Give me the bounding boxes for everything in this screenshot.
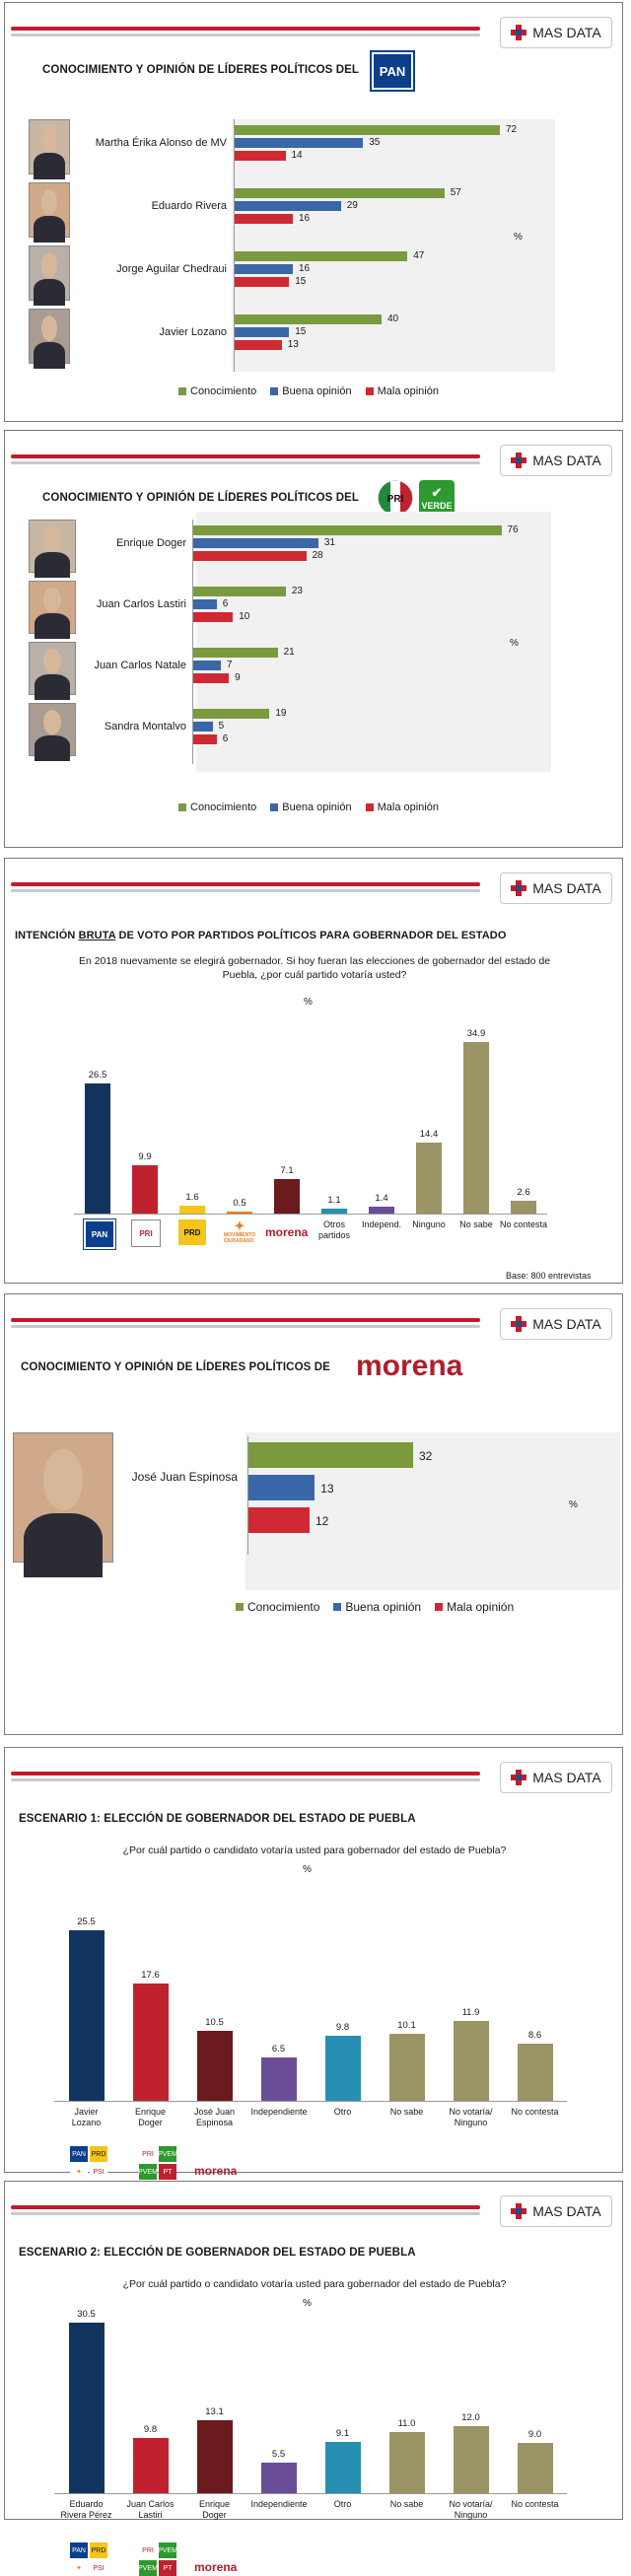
bar-value-label: 28 — [312, 550, 323, 561]
legend-mala-opinion-label: Mala opinión — [377, 385, 439, 397]
bar — [511, 1201, 536, 1214]
bar-mala — [192, 612, 233, 622]
legend-mala-opinion-label: Mala opinión — [377, 801, 439, 813]
bar — [261, 2463, 297, 2493]
accent-red-bar — [11, 1318, 480, 1322]
category-label: Javier Lozano — [159, 326, 227, 338]
verde-logo-text: VERDE — [421, 501, 453, 511]
bar-value-label: 14.4 — [419, 1129, 439, 1140]
bar-value-label: 10.5 — [205, 2016, 224, 2028]
mas-data-logo-text: MAS DATA — [532, 880, 601, 896]
verde-logo: PVEM — [159, 2146, 176, 2162]
bar-buena — [192, 538, 318, 548]
bar-value-label: 7 — [226, 660, 233, 670]
category-label: No sabe — [389, 2499, 424, 2509]
percent-sign: % — [569, 1499, 578, 1510]
bar-value-label: 0.5 — [233, 1197, 246, 1209]
legend-conocimiento — [178, 801, 256, 813]
percent-sign: % — [303, 1864, 312, 1875]
legend-buena-opinion-swatch — [270, 387, 278, 395]
accent-red-bar — [11, 27, 480, 31]
bar-value-label: 19 — [275, 708, 287, 719]
bar-conocimiento — [234, 314, 382, 324]
photo-body — [35, 735, 71, 761]
pan-logo: PAN — [372, 52, 413, 90]
photo-head — [41, 252, 57, 278]
legend-buena-opinion-swatch — [270, 803, 278, 811]
pan-logo: PAN — [84, 1219, 115, 1249]
photo-head — [43, 526, 61, 551]
legend-mala-opinion-swatch — [366, 803, 374, 811]
legend-conocimiento-swatch — [178, 803, 186, 811]
bar-value-label: 12 — [316, 1514, 329, 1528]
accent-grey-bar — [11, 889, 480, 892]
morena-logo: morena — [194, 2560, 238, 2574]
bar-value-label: 17.6 — [141, 1969, 160, 1981]
bar-value-label: 6.5 — [271, 2044, 286, 2054]
pri-logo — [378, 480, 413, 516]
morena-logo: morena — [356, 1350, 463, 1382]
panel-pan-leaders — [4, 2, 623, 422]
bar-value-label: 34.9 — [466, 1027, 486, 1039]
bar — [69, 1930, 105, 2101]
bar-value-label: 10 — [239, 611, 250, 622]
bar-value-label: 30.5 — [77, 2308, 96, 2320]
photo-head — [41, 126, 57, 152]
legend-buena-opinion — [333, 1600, 421, 1614]
bar — [274, 1179, 300, 1215]
bar — [325, 2442, 361, 2493]
mc-logo: ✦ — [70, 2560, 88, 2576]
mas-data-cross-icon — [511, 1316, 526, 1332]
bar-value-label: 16 — [299, 213, 311, 224]
panel-morena-leaders — [4, 1293, 623, 1735]
bar-value-label: 21 — [283, 647, 295, 658]
category-label: Independiente — [250, 2499, 308, 2509]
legend-buena-opinion — [270, 801, 351, 813]
bar-value-label: 11.0 — [397, 2417, 416, 2429]
bar — [261, 2057, 297, 2101]
bar — [197, 2420, 233, 2493]
bar-conocimiento — [192, 587, 286, 596]
category-label: Ninguno — [412, 1219, 446, 1229]
bar-value-label: 9 — [235, 672, 241, 683]
accent-grey-bar — [11, 34, 480, 36]
bar-value-label: 29 — [346, 200, 358, 211]
bar-value-label: 72 — [506, 124, 518, 135]
legend-mala-opinion — [366, 801, 439, 813]
bar — [389, 2034, 425, 2101]
verde-logo: PVEM — [159, 2542, 176, 2558]
accent-red-bar — [11, 2205, 480, 2209]
x-axis-line — [54, 2101, 567, 2102]
pri-logo: PRI — [131, 1219, 161, 1247]
category-label: No votaría/ Ninguno — [449, 2107, 493, 2127]
verde-toucan-icon: ✔ — [431, 485, 443, 500]
x-axis-line — [54, 2493, 567, 2494]
photo-head — [41, 189, 57, 215]
mas-data-logo-text: MAS DATA — [532, 1770, 601, 1785]
panel-title: ESCENARIO 1: ELECCIÓN DE GOBERNADOR DEL ESTADO DE PUEBLA — [19, 1813, 416, 1825]
mas-data-logo — [500, 1762, 612, 1793]
bar-buena — [192, 661, 221, 670]
category-label: No votaría/ Ninguno — [449, 2499, 493, 2520]
bar — [69, 2323, 105, 2493]
panel-title — [15, 930, 506, 941]
photo-body — [24, 1513, 103, 1577]
x-axis-line — [74, 1214, 547, 1215]
category-label: Javier Lozano — [71, 2107, 102, 2127]
percent-sign: % — [304, 997, 313, 1008]
bar-value-label: 14 — [291, 150, 303, 161]
y-axis-line — [192, 520, 193, 764]
legend-conocimiento-label: Conocimiento — [190, 801, 257, 813]
bar-value-label: 9.9 — [138, 1150, 152, 1162]
bar-buena — [192, 722, 213, 731]
y-axis-line — [234, 119, 235, 372]
legend-mala-opinion — [435, 1600, 514, 1614]
photo-head — [43, 588, 61, 612]
bar — [518, 2443, 553, 2493]
category-label: Enrique Doger — [116, 537, 186, 549]
question-line-1: En 2018 nuevamente se elegirá gobernador. Si hoy fueran las elecciones de gobernador del estado de — [78, 955, 551, 967]
legend-buena-opinion-label: Buena opinión — [282, 801, 352, 813]
bar-conocimiento — [192, 525, 502, 535]
accent-red-bar — [11, 882, 480, 886]
candidate-photo — [13, 1432, 113, 1563]
verde-logo-2: PVEM — [139, 2164, 157, 2180]
category-label: No contesta — [499, 1219, 548, 1229]
title-pre: INTENCIÓN — [15, 930, 79, 941]
legend-mala-opinion-swatch — [435, 1603, 443, 1611]
bar-value-label: 6 — [222, 733, 229, 744]
bar-value-label: 5.5 — [271, 2448, 286, 2460]
bar-value-label: 13 — [287, 339, 299, 350]
photo-head — [43, 1449, 83, 1510]
chart-legend — [178, 801, 439, 813]
panel-title: CONOCIMIENTO Y OPINIÓN DE LÍDERES POLÍTICOS DEL — [42, 492, 359, 504]
legend-mala-opinion-swatch — [366, 387, 374, 395]
bar-value-label: 26.5 — [88, 1069, 107, 1080]
mas-data-logo-text: MAS DATA — [532, 453, 601, 468]
mas-data-logo-text: MAS DATA — [532, 1316, 601, 1332]
bar-value-label: 15 — [295, 276, 307, 287]
morena-logo: morena — [265, 1225, 309, 1239]
photo-head — [41, 315, 57, 341]
mas-data-cross-icon — [511, 1770, 526, 1785]
category-label: Independiente — [250, 2107, 308, 2117]
bar — [179, 1206, 205, 1214]
mas-data-cross-icon — [511, 25, 526, 40]
bar-value-label: 1.6 — [185, 1192, 199, 1203]
bar — [463, 1042, 489, 1215]
accent-grey-bar — [11, 2212, 480, 2215]
bar-value-label: 2.6 — [517, 1187, 530, 1198]
bar-value-label: 11.9 — [461, 2007, 480, 2019]
bar-buena — [247, 1475, 315, 1500]
bar-value-label: 23 — [291, 586, 303, 596]
mc-logo — [223, 1218, 256, 1245]
pt-logo: PT — [159, 2560, 176, 2576]
accent-red-bar — [11, 454, 480, 458]
bar — [389, 2432, 425, 2493]
chart-legend — [236, 1600, 514, 1614]
panel-scenario-1 — [4, 1747, 623, 2178]
bar-buena — [234, 264, 293, 274]
mas-data-logo — [500, 17, 612, 48]
bar-buena — [234, 327, 289, 337]
category-label: No contesta — [511, 2107, 559, 2117]
bar-value-label: 40 — [387, 313, 399, 324]
panel-pri-leaders — [4, 430, 623, 848]
pri-logo: PRI — [139, 2542, 157, 2558]
svg-text:PRI: PRI — [386, 494, 404, 505]
y-axis-line — [247, 1436, 248, 1555]
bar — [454, 2021, 489, 2101]
mc-logo: ✦ — [70, 2164, 88, 2180]
photo-body — [34, 342, 65, 369]
legend-buena-opinion-label: Buena opinión — [345, 1600, 422, 1614]
bar-value-label: 13.1 — [205, 2405, 224, 2417]
pri-emblem-icon — [378, 480, 413, 516]
category-label: Otros partidos — [317, 1219, 351, 1240]
bar-value-label: 1.1 — [327, 1194, 341, 1206]
bar-conocimiento — [234, 188, 445, 198]
panel-title: CONOCIMIENTO Y OPINIÓN DE LÍDERES POLÍTICOS DE — [21, 1361, 330, 1373]
category-label: Juan Carlos Natale — [94, 660, 186, 671]
panel-title: CONOCIMIENTO Y OPINIÓN DE LÍDERES POLÍTICOS DEL — [42, 64, 359, 76]
mc-logo-text: MOVIMIENTO CIUDADANO — [223, 1232, 256, 1244]
bar-buena — [234, 201, 341, 211]
question: ¿Por cuál partido o candidato votaría usted para gobernador del estado de Puebla? — [122, 1845, 507, 1856]
category-label: Independ. — [361, 1219, 402, 1229]
category-label: Eduardo Rivera — [151, 200, 227, 212]
prd-logo: PRD — [178, 1219, 206, 1245]
bar-value-label: 35 — [369, 137, 381, 148]
panel-title: ESCENARIO 2: ELECCIÓN DE GOBERNADOR DEL ESTADO DE PUEBLA — [19, 2247, 416, 2259]
bar-value-label: 6 — [222, 598, 229, 609]
legend-conocimiento-swatch — [178, 387, 186, 395]
title-underlined: BRUTA — [78, 930, 116, 941]
accent-grey-bar — [11, 461, 480, 464]
bar-mala — [192, 673, 229, 683]
bar — [454, 2426, 489, 2493]
mas-data-logo — [500, 445, 612, 476]
legend-buena-opinion-label: Buena opinión — [282, 385, 352, 397]
bar-value-label: 9.1 — [335, 2428, 350, 2440]
pan-logo: PAN — [70, 2146, 88, 2162]
percent-sign: % — [303, 2298, 312, 2309]
morena-logo: morena — [194, 2164, 238, 2178]
bar-value-label: 1.4 — [375, 1193, 388, 1204]
bar-value-label: 7.1 — [280, 1164, 294, 1176]
bar-value-label: 9.0 — [527, 2428, 542, 2440]
bar — [518, 2044, 553, 2101]
photo-head — [43, 710, 61, 734]
bar-mala — [192, 551, 307, 561]
bar — [85, 1083, 110, 1215]
bar-value-label: 31 — [323, 537, 335, 548]
bar-value-label: 9.8 — [335, 2021, 350, 2033]
mas-data-logo — [500, 2195, 612, 2227]
pri-logo: PRI — [139, 2146, 157, 2162]
bar-mala — [192, 734, 217, 744]
bar-value-label: 57 — [450, 187, 461, 198]
percent-sign: % — [514, 232, 523, 243]
pt-logo: PT — [159, 2164, 176, 2180]
bar-mala — [234, 277, 289, 287]
legend-conocimiento-label: Conocimiento — [247, 1600, 320, 1614]
legend-conocimiento-label: Conocimiento — [190, 385, 257, 397]
bar-buena — [192, 599, 217, 609]
bar-mala — [234, 151, 286, 161]
verde-logo — [419, 480, 455, 516]
bar-value-label: 76 — [507, 524, 519, 535]
bar-value-label: 10.1 — [397, 2019, 416, 2031]
psi-logo: PSI — [90, 2560, 107, 2576]
percent-sign: % — [510, 638, 519, 649]
legend-mala-opinion — [366, 385, 439, 397]
category-label: Otro — [333, 2107, 352, 2117]
bar-conocimiento — [192, 648, 278, 658]
legend-buena-opinion-swatch — [333, 1603, 341, 1611]
category-label: No sabe — [459, 1219, 493, 1229]
bar-value-label: 16 — [299, 263, 311, 274]
legend-buena-opinion — [270, 385, 351, 397]
category-label: Juan Carlos Lastiri — [126, 2499, 175, 2520]
prd-logo: PRD — [90, 2542, 107, 2558]
category-label: No contesta — [511, 2499, 559, 2509]
category-label: Eduardo Rivera Pérez — [60, 2499, 112, 2520]
panel-scenario-2 — [4, 2181, 623, 2574]
bar-mala — [247, 1507, 310, 1533]
category-label: Enrique Doger — [198, 2499, 231, 2520]
mas-data-cross-icon — [511, 453, 526, 468]
title-post: DE VOTO POR PARTIDOS POLÍTICOS PARA GOBERNADOR DEL ESTADO — [115, 930, 507, 941]
bar-value-label: 5 — [218, 721, 225, 731]
bar-conocimiento — [192, 709, 269, 719]
mas-data-logo — [500, 872, 612, 904]
verde-logo-2: PVEM — [139, 2560, 157, 2576]
bar-buena — [234, 138, 363, 148]
category-label: Jorge Aguilar Chedraui — [116, 263, 227, 275]
bar-value-label: 25.5 — [77, 1916, 96, 1928]
pan-logo: PAN — [70, 2542, 88, 2558]
category-label: Martha Érika Alonso de MV — [95, 137, 227, 149]
question: ¿Por cuál partido o candidato votaría usted para gobernador del estado de Puebla? — [122, 2278, 507, 2290]
bar-value-label: 8.6 — [527, 2029, 542, 2041]
category-label: Sandra Montalvo — [104, 721, 186, 732]
bar — [197, 2031, 233, 2101]
photo-body — [34, 153, 65, 179]
mas-data-logo-text: MAS DATA — [532, 2203, 601, 2219]
psi-logo: PSI — [90, 2164, 107, 2180]
bar-value-label: 32 — [419, 1449, 433, 1463]
category-label: No sabe — [389, 2107, 424, 2117]
mas-data-cross-icon — [511, 2203, 526, 2219]
bar-conocimiento — [234, 251, 407, 261]
legend-conocimiento — [178, 385, 256, 397]
category-label: José Juan Espinosa — [131, 1470, 238, 1484]
bar — [321, 1209, 347, 1215]
legend-mala-opinion-label: Mala opinión — [447, 1600, 515, 1614]
bar-conocimiento — [247, 1442, 413, 1468]
bar — [325, 2036, 361, 2101]
accent-grey-bar — [11, 1778, 480, 1781]
bar — [133, 2438, 169, 2493]
category-label: Otro — [333, 2499, 352, 2509]
prd-logo: PRD — [90, 2146, 107, 2162]
legend-conocimiento — [236, 1600, 319, 1614]
bar-value-label: 13 — [320, 1482, 334, 1496]
photo-body — [34, 279, 65, 306]
photo-body — [35, 613, 71, 639]
accent-red-bar — [11, 1772, 480, 1775]
legend-conocimiento-swatch — [236, 1603, 244, 1611]
bar-value-label: 47 — [413, 250, 425, 261]
category-label: Enrique Doger — [134, 2107, 167, 2127]
photo-body — [34, 216, 65, 243]
category-label: Juan Carlos Lastiri — [96, 598, 186, 610]
mas-data-logo — [500, 1308, 612, 1340]
chart-legend — [178, 385, 439, 397]
bar-value-label: 12.0 — [461, 2411, 480, 2423]
category-label: José Juan Espinosa — [193, 2107, 236, 2127]
photo-body — [35, 674, 71, 700]
bar — [369, 1207, 394, 1214]
accent-grey-bar — [11, 1325, 480, 1328]
panel-vote-intention — [4, 858, 623, 1284]
bar — [132, 1165, 158, 1215]
bar-value-label: 9.8 — [143, 2424, 158, 2436]
mas-data-cross-icon — [511, 880, 526, 896]
bar — [133, 1984, 169, 2101]
base-note: Base: 800 entrevistas — [506, 1271, 592, 1281]
bar-mala — [234, 214, 293, 224]
mas-data-logo-text: MAS DATA — [532, 25, 601, 40]
bar — [227, 1212, 252, 1215]
bar — [416, 1143, 442, 1214]
bar-value-label: 15 — [295, 326, 307, 337]
bar-mala — [234, 340, 282, 350]
photo-body — [35, 552, 71, 578]
mc-eagle-icon: ✦ — [234, 1218, 245, 1233]
question-line-2: Puebla, ¿por cuál partido votaría usted? — [222, 969, 407, 981]
bar-conocimiento — [234, 125, 500, 135]
photo-head — [43, 649, 61, 673]
